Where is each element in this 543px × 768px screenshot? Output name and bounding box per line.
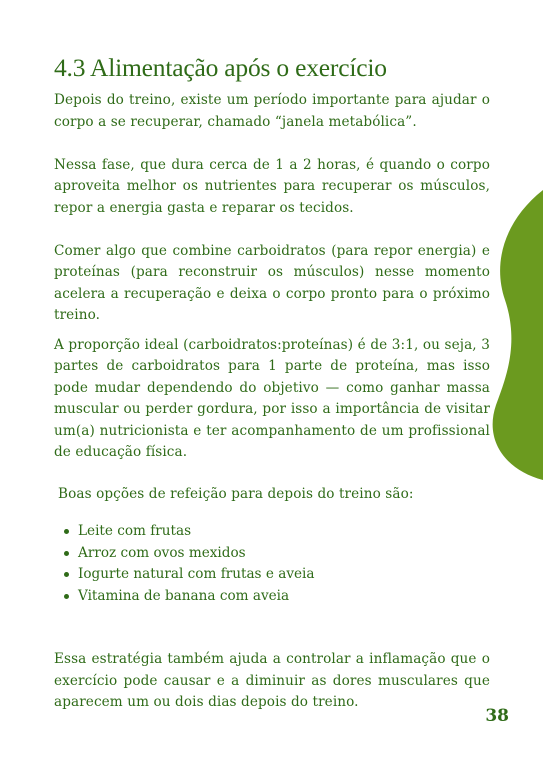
paragraph-fase: Nessa fase, que dura cerca de 1 a 2 horas, é quando o corpo aproveita melhor os nutrientes para recuperar os músculos, repor a energia gasta e reparar os tecidos. [54,156,490,216]
section-title: 4.3 Alimentação após o exercício [54,53,387,82]
list-item: Arroz com ovos mexidos [54,543,490,565]
list-item: Vitamina de banana com aveia [54,586,490,608]
list-item: Leite com frutas [54,521,490,543]
page-content [54,52,490,714]
page-number: 38 [485,706,509,726]
paragraph-proporcao: A proporção ideal (carboidratos:proteínas) é de 3:1, ou seja, 3 partes de carboidratos para 1 parte de proteína, mas isso pode mudar dependendo do objetivo — como ganhar massa muscular ou perder gordura, por isso a importância de visitar um(a) nutricionista e ter acompanhamento de um profissional de educação física. [54,336,490,460]
list-item: Iogurte natural com frutas e aveia [54,564,490,586]
paragraph-carboidratos-proteinas: Comer algo que combine carboidratos (para repor energia) e proteínas (para reconstruir os músculos) nesse momento acelera a recuperação e deixa o corpo pronto para o próximo treino. [54,242,490,323]
meal-options-list [54,521,490,607]
list-intro: Boas opções de refeição para depois do treino são: [58,485,414,502]
closing-paragraph: Essa estratégia também ajuda a controlar a inflamação que o exercício pode causar e a diminuir as dores musculares que aparecem um ou dois dias depois do treino. [54,651,490,710]
paragraph-janela-metabolica: Depois do treino, existe um período importante para ajudar o corpo a se recuperar, chamado “janela metabólica”. [54,92,490,130]
green-wave-shape [493,190,543,480]
